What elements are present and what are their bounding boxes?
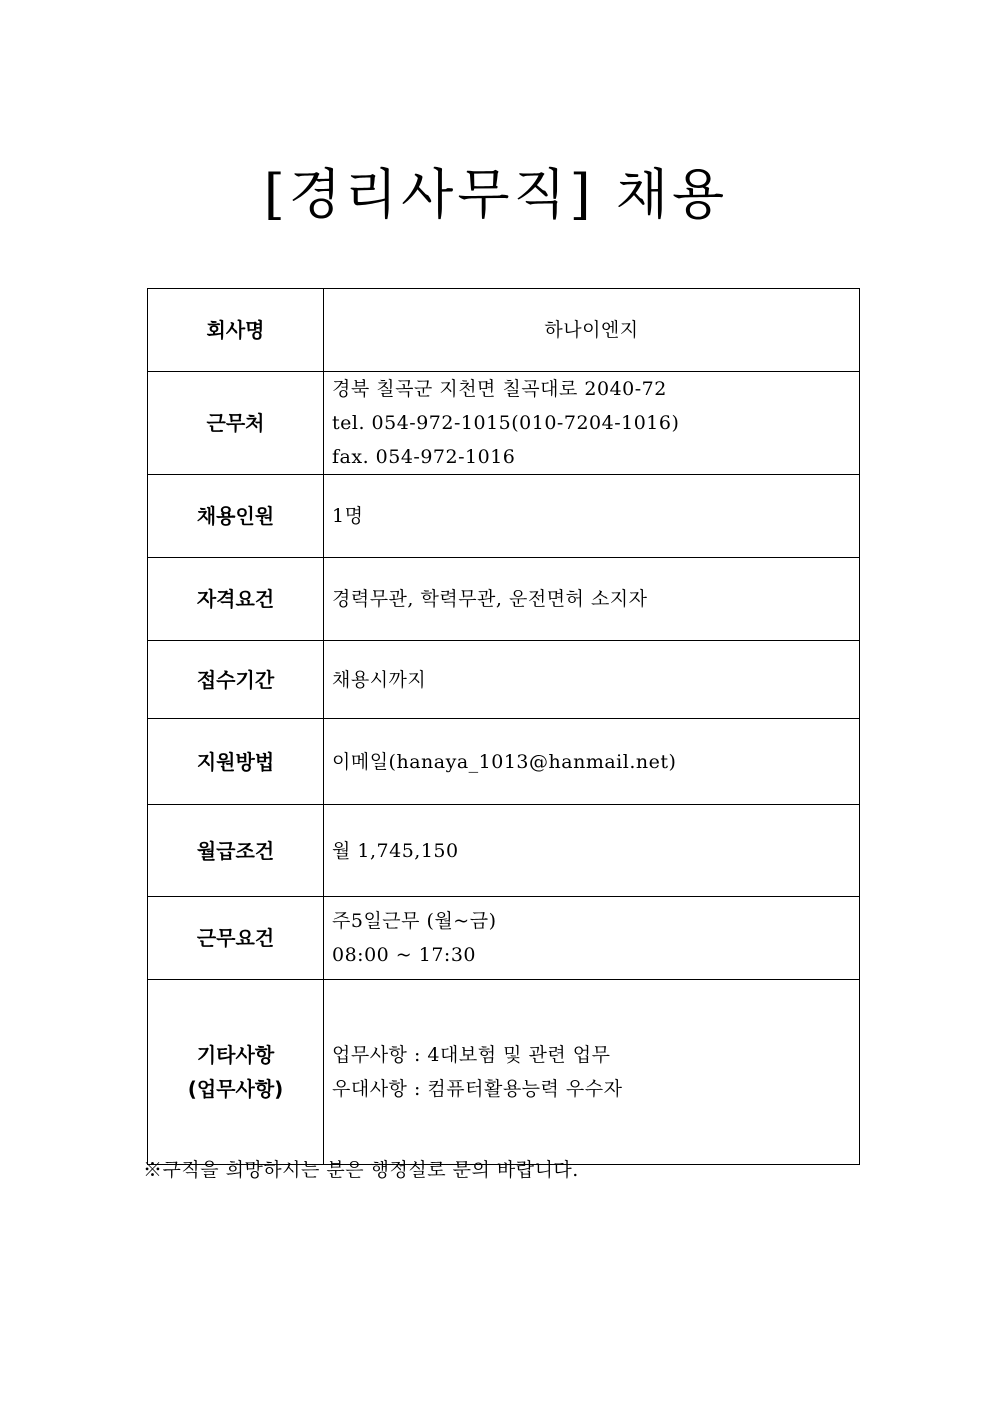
table-row-apply: [148, 719, 860, 805]
table-row-salary: [148, 805, 860, 897]
table-row-hours: [148, 897, 860, 980]
value-location: [324, 372, 860, 475]
value-headcount: 1명: [324, 475, 860, 558]
label-company: 회사명: [148, 289, 324, 372]
table-row-qualification: [148, 558, 860, 641]
label-headcount: 채용인원: [148, 475, 324, 558]
label-etc-line2: (업무사항): [187, 1077, 284, 1101]
label-etc: [148, 980, 324, 1165]
footer-note: ※구직을 희망하시는 분은 행정실로 문의 바랍니다.: [143, 1159, 579, 1181]
label-location: 근무처: [148, 372, 324, 475]
location-fax: fax. 054-972-1016: [332, 446, 516, 468]
label-hours: 근무요건: [148, 897, 324, 980]
label-etc-line1: 기타사항: [196, 1043, 275, 1067]
label-period: 접수기간: [148, 641, 324, 719]
hours-time: 08:00 ~ 17:30: [332, 944, 477, 966]
job-posting-table: [147, 288, 860, 1165]
table-row-etc: [148, 980, 860, 1165]
value-etc: [324, 980, 860, 1165]
page-title: [경리사무직] 채용: [263, 163, 729, 226]
value-period: 채용시까지: [324, 641, 860, 719]
value-apply: 이메일(hanaya_1013@hanmail.net): [324, 719, 860, 805]
label-qualification: 자격요건: [148, 558, 324, 641]
value-company: 하나이엔지: [324, 289, 860, 372]
location-address: 경북 칠곡군 지천면 칠곡대로 2040-72: [332, 378, 667, 400]
location-tel: tel. 054-972-1015(010-7204-1016): [332, 412, 680, 434]
value-salary: 월 1,745,150: [324, 805, 860, 897]
etc-preferred: 우대사항 : 컴퓨터활용능력 우수자: [332, 1078, 623, 1100]
value-qualification: 경력무관, 학력무관, 운전면허 소지자: [324, 558, 860, 641]
label-apply: 지원방법: [148, 719, 324, 805]
table-row-headcount: [148, 475, 860, 558]
hours-days: 주5일근무 (월~금): [332, 910, 497, 932]
table-row-company: [148, 289, 860, 372]
table-row-period: [148, 641, 860, 719]
label-salary: 월급조건: [148, 805, 324, 897]
etc-duties: 업무사항 : 4대보험 및 관련 업무: [332, 1044, 611, 1066]
table-row-location: [148, 372, 860, 475]
value-hours: [324, 897, 860, 980]
